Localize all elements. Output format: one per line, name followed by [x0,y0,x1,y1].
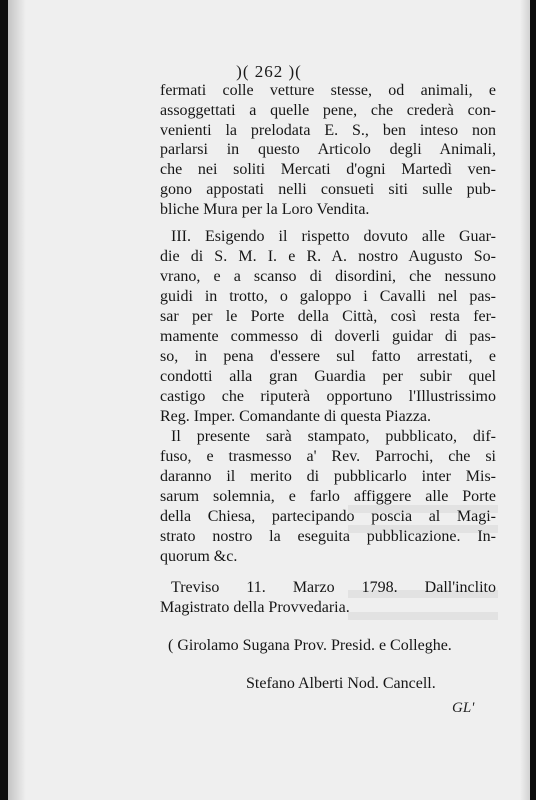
text-line: della Chiesa, partecipando poscia al Magi- [160,508,496,525]
text-line: Reg. Imper. Comandante di questa Piazza. [160,408,432,425]
text-line: condotti alla gran Guardia per subir quel [160,368,496,385]
text-line: mamente commesso di doverli guidar di pas- [160,328,496,345]
text-line: daranno il merito di pubblicarlo inter Mis- [160,468,496,485]
page-number-header: )( 262 )( [236,62,302,81]
text-line: guidi in trotto, o galoppo i Cavalli nel pas- [160,288,496,305]
text-line: so, in pena d'essere sul fatto arrestati, e [160,348,496,365]
signature-prov-presid: ( Girolamo Sugana Prov. Presid. e Colleghe. [168,637,452,654]
text-line: parlarsi in questo Articolo degli Animali, [160,141,496,158]
catchword: GL' [452,700,475,716]
document-page [8,0,530,800]
text-line: gono appostati nelli consueti siti sulle pub- [160,181,496,198]
text-line: strato nostro la eseguita pubblicazione. In- [160,528,496,545]
text-line: sarum solemnia, e farlo affiggere alle Porte [160,488,496,505]
text-line: venienti la prelodata E. S., ben inteso non [160,122,496,139]
date-line: Treviso 11. Marzo 1798. Dall'inclito [171,579,496,596]
text-line: vrano, e a scanso di disordini, che nessuno [160,268,496,285]
text-line: III. Esigendo il rispetto dovuto alle Guar- [171,228,496,245]
text-line: bliche Mura per la Loro Vendita. [160,201,370,218]
text-line: quorum &c. [160,548,238,565]
text-line: die di S. M. I. e R. A. nostro Augusto So- [160,248,496,265]
text-line: fuso, e trasmesso a' Rev. Parrochi, che si [160,448,496,465]
magistrate-line: Magistrato della Provvedaria. [160,599,350,616]
text-line: che nei soliti Mercati d'ogni Martedì ven- [160,161,496,178]
text-line: fermati colle vetture stesse, od animali, e [160,82,496,99]
text-line: castigo che riputerà opportuno l'Illustrissimo [160,388,496,405]
text-line: sar per le Porte della Città, così resta fer- [160,308,496,325]
text-line: Il presente sarà stampato, pubblicato, dif- [171,428,496,445]
text-line: assoggettati a quelle pene, che crederà con- [160,102,496,119]
signature-cancell: Stefano Alberti Nod. Cancell. [246,675,436,692]
